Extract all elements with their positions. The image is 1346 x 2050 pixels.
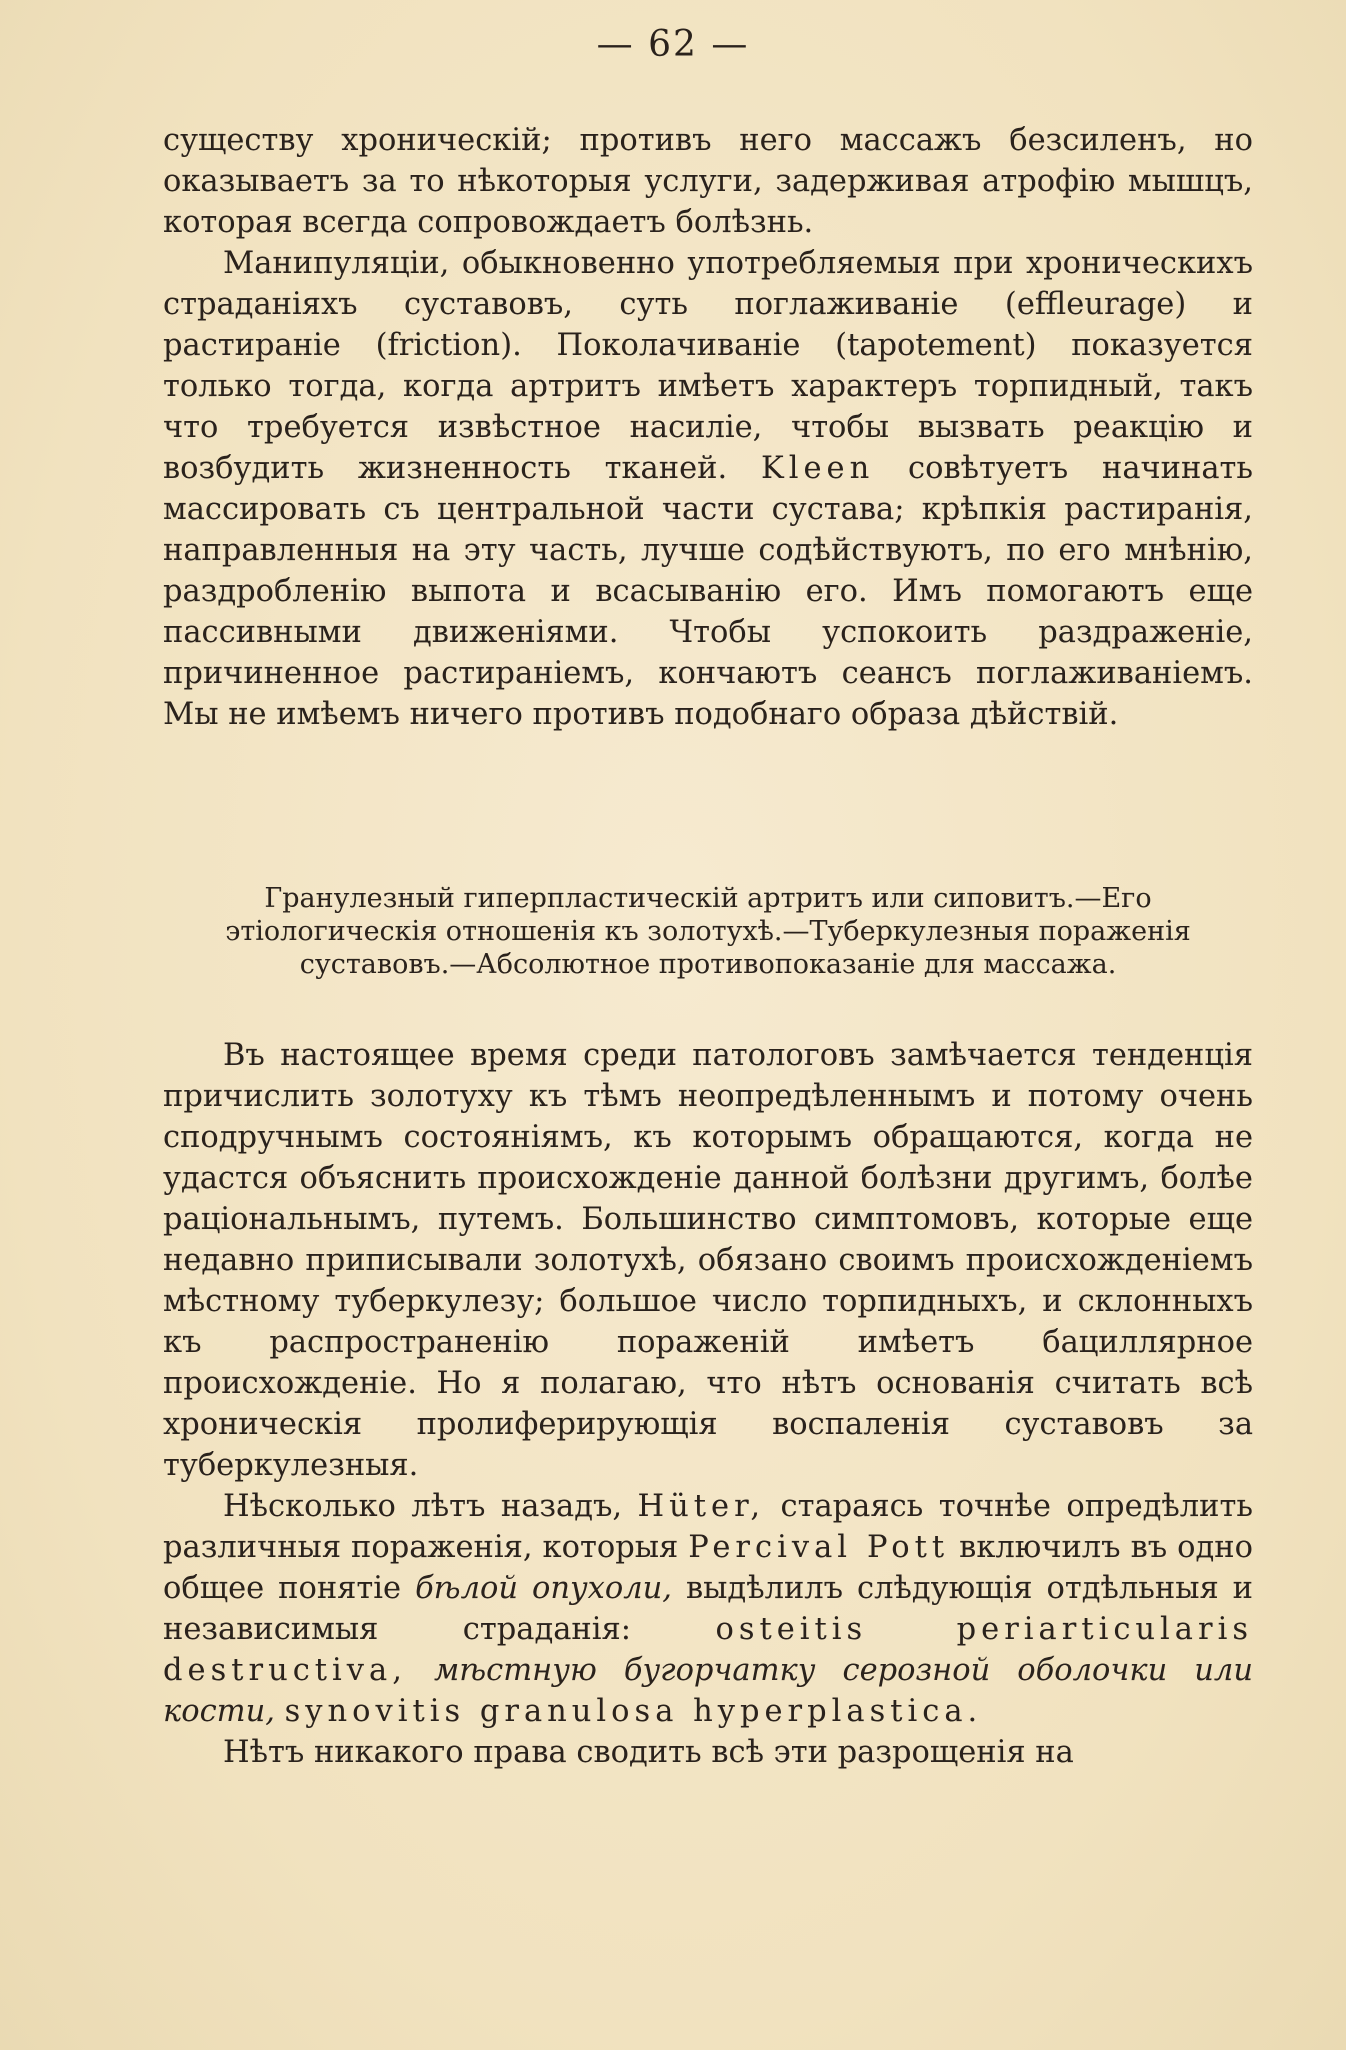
paragraph-no-right: Нѣтъ никакого права сводить всѣ эти разрощенія на: [223, 1735, 1074, 1770]
latin-term-osteitis: osteitis periarticularis destructiva,: [163, 1612, 1253, 1688]
p2-mid3: выдѣлилъ слѣдующія отдѣльныя и независимыя страданія:: [163, 1571, 1253, 1647]
p2-mid2: включилъ въ одно общее понятіе: [163, 1530, 1253, 1606]
paragraph-continuation: существу хроническій; противъ него массажъ безсиленъ, но оказываетъ за то нѣкоторыя услуги, задерживая атрофію мышцъ, которая всегда сопровождаетъ болѣзнь.: [163, 123, 1253, 240]
bottom-text-block: [163, 1035, 1253, 1773]
paragraph-manipulations-text: Манипуляціи, обыкновенно употребляемыя при хроническихъ страданіяхъ суставовъ, суть поглаживаніе (effleurage) и растираніе (friction). Поколачиваніе (tapotement) показуется только тогда, когда артритъ имѣетъ характеръ торпидный, такъ что требуется извѣстное насиліе, чтобы вызвать реакцію и возбудить жизненность тканей.: [163, 246, 1253, 486]
paragraph-manipulations: [163, 243, 1253, 735]
term-white-swelling: бѣлой опухоли,: [415, 1571, 672, 1606]
latin-term-synovitis: synovitis granulosa hyperplastica.: [284, 1694, 983, 1729]
p2-start: Нѣсколько лѣтъ назадъ,: [223, 1489, 623, 1524]
paragraph-scrofula: Въ настоящее время среди патологовъ замѣчается тенденція причислить золотуху къ тѣмъ неопредѣленнымъ и потому очень сподручнымъ состояніямъ, къ которымъ обращаются, когда не удастся объяснить происхожденіе данной болѣзни другимъ, болѣе раціональнымъ, путемъ. Большинство симптомовъ, которые еще недавно приписывали золотухѣ, обязано своимъ происхожденіемъ мѣстному туберкулезу; большое число торпидныхъ, и склонныхъ къ распространенію пораженій имѣетъ бациллярное происхожденіе. Но я полагаю, что нѣтъ основанія считать всѣ хроническія пролиферирующія воспаленія суставовъ за туберкулезныя.: [163, 1038, 1253, 1483]
paragraph-hueter: [163, 1486, 1253, 1732]
section-heading: Гранулезный гиперпластическій артритъ или сиповитъ.—Его этіологическія отношенія къ золотухѣ.—Туберкулезныя пораженія суставовъ.—Абсолютное противопоказаніе для массажа.: [225, 883, 1191, 980]
paragraph-manipulations-text-2: совѣтуетъ начинать массировать съ центральной части сустава; крѣпкія растиранія, направленныя на эту часть, лучше содѣйствуютъ, по его мнѣнію, раздробленію выпота и всасыванію его. Имъ помогаютъ еще пассивными движеніями. Чтобы успокоить раздраженіе, причиненное растираніемъ, кончаютъ сеансъ поглаживаніемъ. Мы не имѣемъ ничего противъ подобнаго образа дѣйствій.: [163, 451, 1253, 732]
author-name-pott: Percival Pott: [688, 1530, 950, 1565]
page-number: — 62 —: [596, 24, 750, 65]
author-name-hueter: Hüter,: [637, 1489, 766, 1524]
author-name-kleen: Kleen: [760, 451, 875, 486]
top-text-block: [163, 120, 1253, 735]
term-local-tubercle: мѣстную бугорчатку серозной оболочки или кости,: [163, 1653, 1253, 1729]
p2-mid1: стараясь точнѣе опредѣлить различныя пораженія, которыя: [163, 1489, 1253, 1565]
